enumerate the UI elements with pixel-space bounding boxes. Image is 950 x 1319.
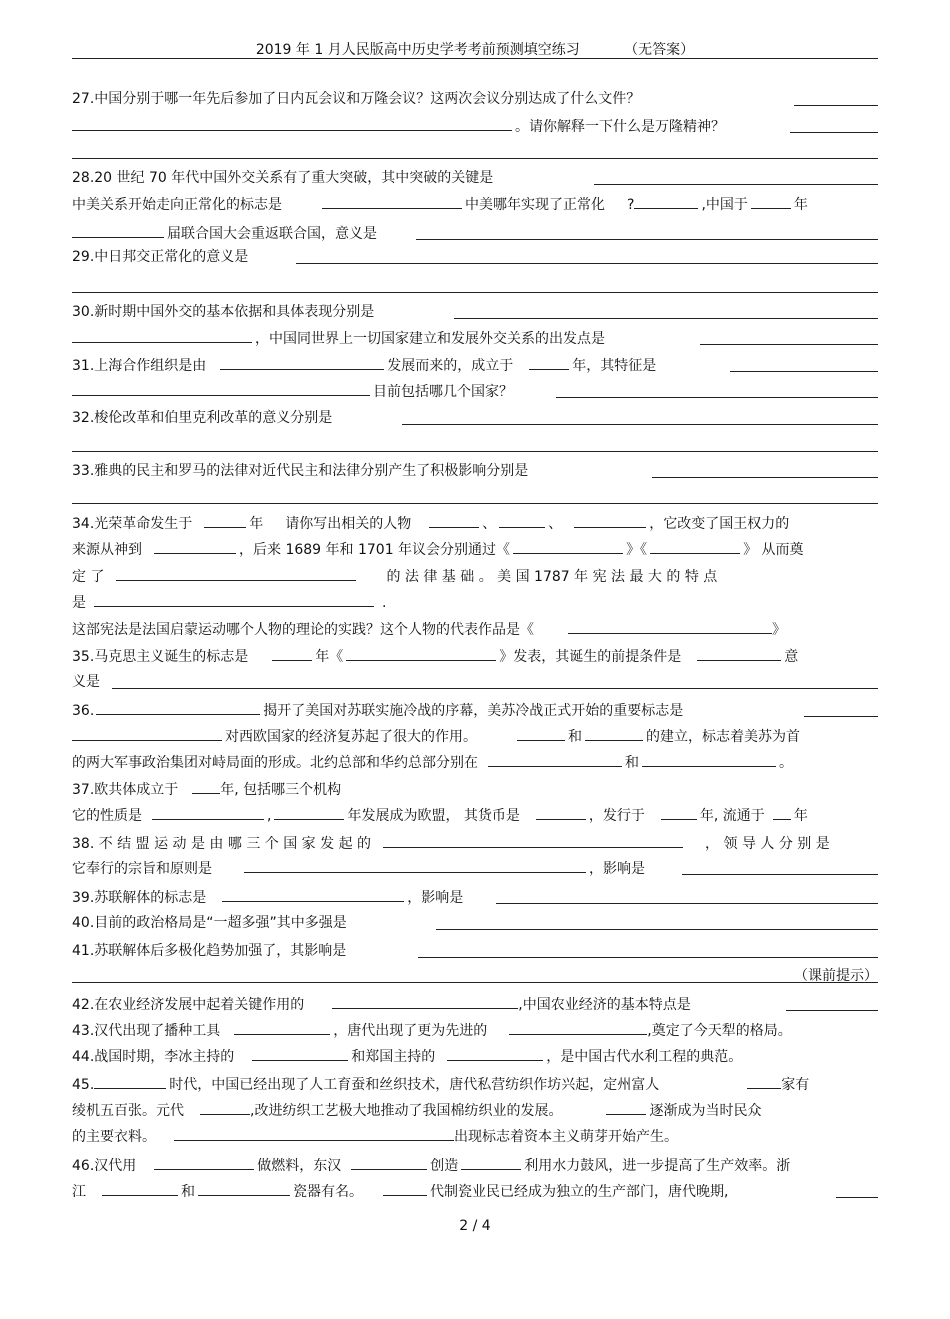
answer-blank[interactable] — [794, 105, 878, 106]
question-45-line-2: 绫机五百张。元代 ,改进纺织工艺极大地推动了我国棉纺织业的发展。 逐渐成为当时民众 — [72, 1099, 878, 1121]
answer-blank[interactable] — [682, 874, 878, 875]
question-34-line-2: 来源从神到 ，后来 1689 年和 1701 年议会分别通过《 》《 》 从而奠 — [72, 538, 878, 560]
answer-blank[interactable] — [786, 1010, 878, 1011]
answer-blank[interactable] — [416, 239, 878, 240]
question-36-line-3: 的两大军事政治集团对峙局面的形成。北约总部和华约总部分别在 和 。 — [72, 751, 878, 773]
header-title: 2019 年 1 月人民版高中历史学考考前预测填空练习 — [255, 42, 580, 58]
question-38-line-2: 它奉行的宗旨和原则是 ，影响是 — [72, 857, 878, 879]
header-rule — [72, 58, 878, 59]
answer-blank[interactable] — [773, 804, 791, 820]
answer-blank[interactable] — [94, 1073, 166, 1089]
question-37-line-1: 37.欧共体成立于 年, 包括哪三个机构 — [72, 778, 878, 800]
answer-blank[interactable] — [72, 327, 252, 343]
answer-blank[interactable] — [697, 645, 781, 661]
answer-blank[interactable] — [447, 1045, 543, 1061]
question-30-line-2: ，中国同世界上一切国家建立和发展外交关系的出发点是 — [72, 327, 878, 349]
answer-blank[interactable] — [496, 903, 878, 904]
question-39: 39.苏联解体的标志是 ，影响是 — [72, 886, 878, 908]
answer-blank[interactable] — [72, 725, 222, 741]
answer-blank[interactable] — [402, 424, 878, 425]
answer-line[interactable] — [72, 982, 878, 983]
answer-blank[interactable] — [650, 538, 740, 554]
answer-blank[interactable] — [383, 832, 683, 848]
answer-blank[interactable] — [102, 1180, 178, 1196]
answer-blank[interactable] — [730, 371, 878, 372]
answer-blank[interactable] — [332, 993, 518, 1009]
question-34-line-5: 这部宪法是法国启蒙运动哪个人物的理论的实践？这个人物的代表作品是《 》 — [72, 618, 878, 640]
answer-blank[interactable] — [322, 193, 462, 209]
question-36-line-1: 36. 揭开了美国对苏联实施冷战的序幕，美苏冷战正式开始的重要标志是 — [72, 699, 878, 721]
question-46-line-2: 江 和 瓷器有名。 代制瓷业民已经成为独立的生产部门，唐代晚期, — [72, 1180, 878, 1202]
answer-blank[interactable] — [418, 957, 878, 958]
answer-line[interactable] — [72, 503, 878, 504]
answer-blank[interactable] — [234, 1019, 330, 1035]
answer-blank[interactable] — [606, 1099, 646, 1115]
answer-blank[interactable] — [252, 1045, 348, 1061]
answer-blank[interactable] — [634, 193, 698, 209]
answer-blank[interactable] — [72, 115, 512, 131]
answer-blank[interactable] — [536, 804, 586, 820]
answer-blank[interactable] — [72, 380, 370, 396]
answer-blank[interactable] — [461, 1154, 521, 1170]
answer-blank[interactable] — [642, 751, 776, 767]
answer-blank[interactable] — [192, 778, 220, 794]
question-29: 29.中日邦交正常化的意义是 — [72, 246, 878, 268]
answer-blank[interactable] — [244, 857, 586, 873]
question-33: 33.雅典的民主和罗马的法律对近代民主和法律分别产生了积极影响分别是 — [72, 460, 878, 482]
question-31-line-1: 31.上海合作组织是由 发展而来的，成立于 年，其特征是 — [72, 354, 878, 376]
answer-blank[interactable] — [436, 929, 878, 930]
question-38-line-1: 38. 不 结 盟 运 动 是 由 哪 三 个 国 家 发 起 的 ， 领 导 人 分 别 是 — [72, 832, 878, 854]
answer-blank[interactable] — [154, 538, 236, 554]
answer-blank[interactable] — [661, 804, 697, 820]
answer-blank[interactable] — [174, 1125, 454, 1141]
answer-blank[interactable] — [574, 512, 646, 528]
question-40: 40.目前的政治格局是“一超多强”其中多强是 — [72, 912, 878, 934]
answer-blank[interactable] — [200, 1099, 250, 1115]
question-41: 41.苏联解体后多极化趋势加强了，其影响是 — [72, 940, 878, 962]
answer-blank[interactable] — [556, 397, 878, 398]
question-27-line-1: 27.中国分别于哪一年先后参加了日内瓦会议和万隆会议？这两次会议分别达成了什么文件？ — [72, 88, 878, 110]
section-hint: （课前提示） — [794, 968, 878, 984]
answer-blank[interactable] — [351, 1154, 427, 1170]
question-37-line-2: 它的性质是 , 年发展成为欧盟， 其货币是 ，发行于 年, 流通于 年 — [72, 804, 878, 826]
answer-blank[interactable] — [488, 751, 622, 767]
question-35-line-2: 义是 — [72, 671, 878, 693]
answer-blank[interactable] — [529, 354, 569, 370]
answer-blank[interactable] — [499, 512, 545, 528]
answer-blank[interactable] — [383, 1180, 427, 1196]
header-note: （无答案） — [624, 42, 695, 58]
answer-blank[interactable] — [454, 318, 878, 319]
page-number: 2 / 4 — [459, 1218, 491, 1234]
question-46-line-1: 46.汉代用 做燃料，东汉 创造 利用水力鼓风，进一步提高了生产效率。浙 — [72, 1154, 878, 1176]
answer-blank[interactable] — [272, 645, 312, 661]
question-36-line-2: 对西欧国家的经济复苏起了很大的作用。 和 的建立，标志着美苏为首 — [72, 725, 878, 747]
answer-blank[interactable] — [652, 477, 878, 478]
answer-blank[interactable] — [72, 222, 164, 238]
answer-blank[interactable] — [517, 725, 565, 741]
answer-blank[interactable] — [96, 699, 260, 715]
answer-blank[interactable] — [94, 591, 374, 607]
answer-blank[interactable] — [513, 538, 623, 554]
answer-line[interactable] — [72, 158, 878, 159]
question-30-line-1: 30.新时期中国外交的基本依据和具体表现分别是 — [72, 301, 878, 323]
question-28-line-1: 28.20 世纪 70 年代中国外交关系有了重大突破，其中突破的关键是 — [72, 167, 878, 189]
answer-blank[interactable] — [296, 263, 878, 264]
answer-blank[interactable] — [509, 1019, 647, 1035]
answer-line[interactable] — [72, 451, 878, 452]
question-45-line-1: 45. 时代，中国已经出现了人工育蚕和丝织技术，唐代私营纺织作坊兴起，定州富人 家有 — [72, 1073, 878, 1095]
answer-blank[interactable] — [112, 688, 878, 689]
question-27-line-2: 。请你解释一下什么是万隆精神？ — [72, 115, 878, 137]
answer-blank[interactable] — [346, 645, 496, 661]
answer-blank[interactable] — [116, 565, 356, 581]
answer-line[interactable] — [72, 292, 878, 293]
answer-blank[interactable] — [836, 1197, 878, 1198]
question-35-line-1: 35.马克思主义诞生的标志是 年《 》发表，其诞生的前提条件是 意 — [72, 645, 878, 667]
question-31-line-2: 目前包括哪几个国家？ — [72, 380, 878, 402]
question-28-line-3: 届联合国大会重返联合国，意义是 — [72, 222, 878, 244]
question-34-line-4: 是 . — [72, 591, 878, 613]
question-42: 42.在农业经济发展中起着关键作用的 ,中国农业经济的基本特点是 — [72, 993, 878, 1015]
question-44: 44.战国时期，李冰主持的 和郑国主持的 ，是中国古代水利工程的典范。 — [72, 1045, 878, 1067]
answer-blank[interactable] — [429, 512, 479, 528]
question-34-line-1: 34.光荣革命发生于 年 请你写出相关的人物 、 、 ，它改变了国王权力的 — [72, 512, 878, 534]
question-28-line-2: 中美关系开始走向正常化的标志是 中美哪年实现了正常化 ? ,中国于 年 — [72, 193, 878, 215]
answer-blank[interactable] — [274, 804, 344, 820]
question-32: 32.梭伦改革和伯里克利改革的意义分别是 — [72, 407, 878, 429]
answer-blank[interactable] — [804, 716, 878, 717]
page-header — [72, 40, 878, 60]
answer-blank[interactable] — [751, 193, 791, 209]
answer-blank[interactable] — [198, 1180, 290, 1196]
answer-blank[interactable] — [585, 725, 643, 741]
section-hint-line — [72, 965, 878, 987]
question-45-line-3: 的主要衣料。 出现标志着资本主义萌芽开始产生。 — [72, 1125, 878, 1147]
answer-blank[interactable] — [204, 512, 246, 528]
answer-blank[interactable] — [790, 132, 878, 133]
answer-blank[interactable] — [222, 886, 404, 902]
answer-blank[interactable] — [152, 804, 264, 820]
answer-blank[interactable] — [700, 344, 878, 345]
answer-blank[interactable] — [568, 618, 772, 634]
question-34-line-3: 定 了 的 法 律 基 础 。 美 国 1787 年 宪 法 最 大 的 特 点 — [72, 565, 878, 587]
answer-blank[interactable] — [747, 1073, 781, 1089]
answer-blank[interactable] — [594, 184, 878, 185]
answer-blank[interactable] — [154, 1154, 254, 1170]
answer-blank[interactable] — [220, 354, 384, 370]
question-43: 43.汉代出现了播种工具 ，唐代出现了更为先进的 ,奠定了今天犁的格局。 — [72, 1019, 878, 1041]
